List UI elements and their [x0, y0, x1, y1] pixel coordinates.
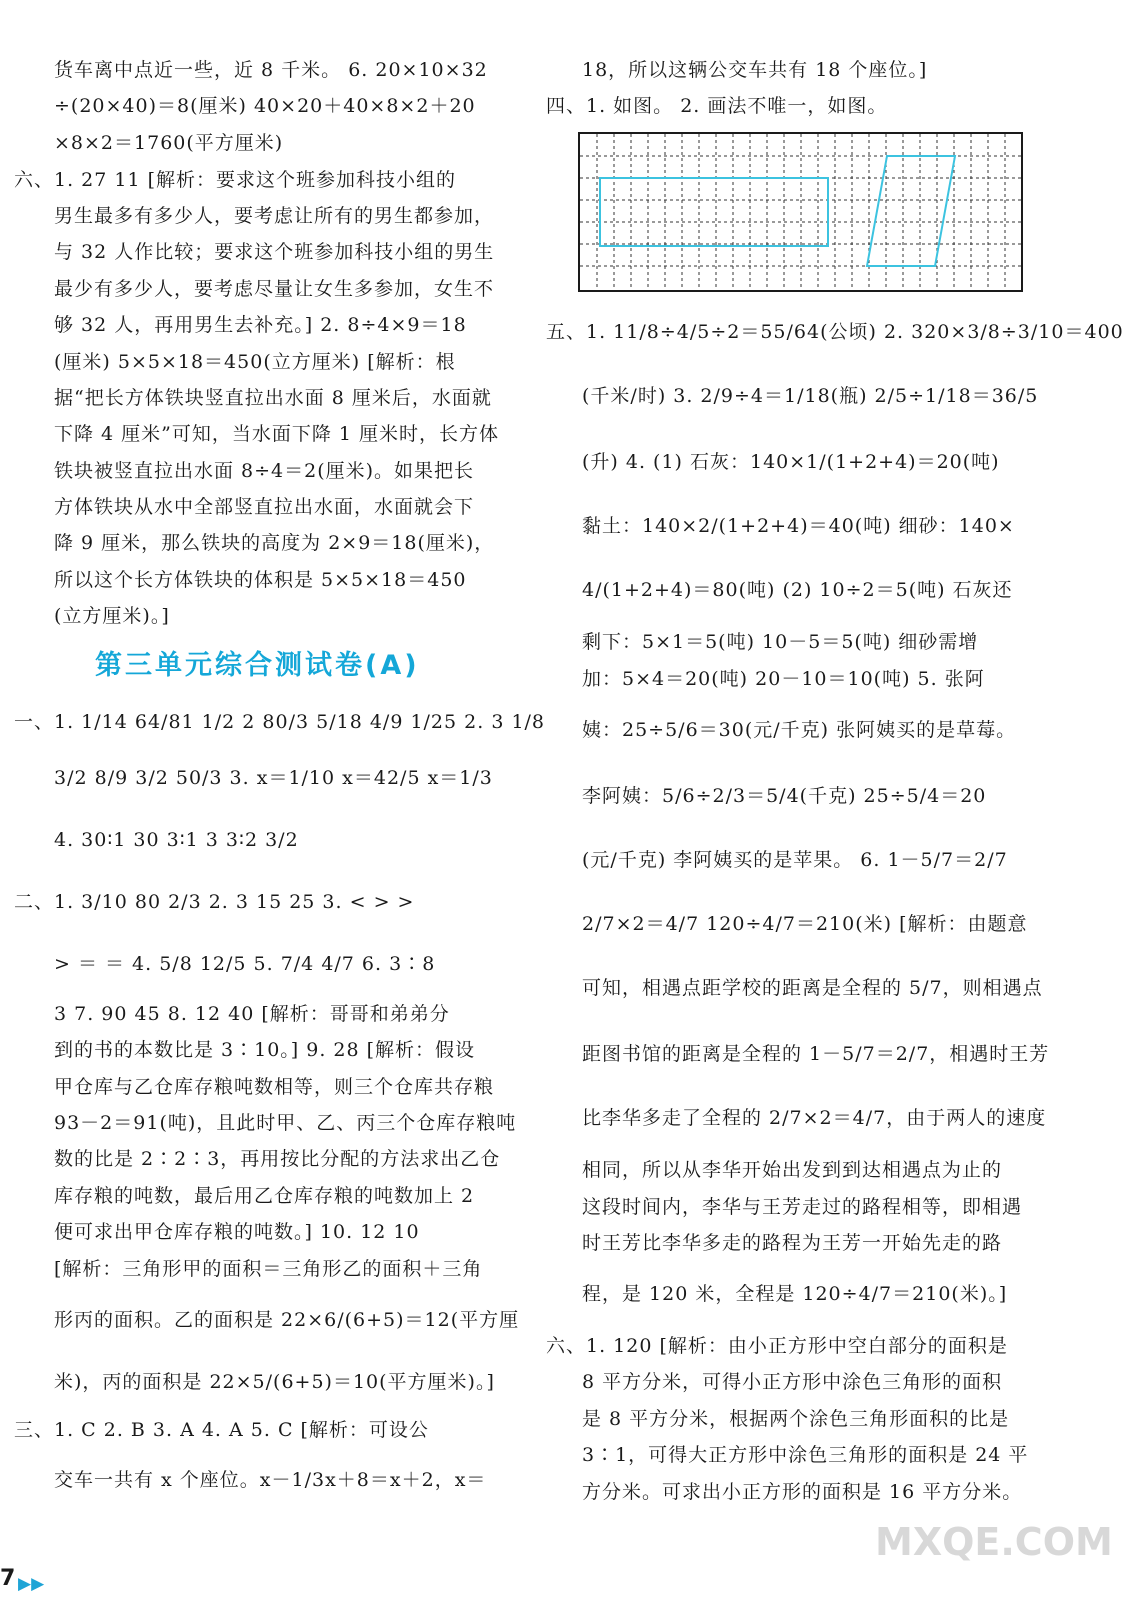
text-line: 程，是 120 米，全程是 120÷4/7＝210(米)。]: [582, 1283, 1008, 1305]
page-number: 7: [0, 1566, 16, 1591]
text-line: 男生最多有多少人，要考虑让所有的男生都参加，: [54, 205, 495, 227]
text-line: 六、1. 120 [解析：由小正方形中空白部分的面积是: [546, 1335, 1008, 1357]
text-line: (升) 4. (1) 石灰：140×1/(1+2+4)＝20(吨): [582, 451, 1000, 473]
text-line: 4/(1+2+4)＝80(吨) (2) 10÷2＝5(吨) 石灰还: [582, 579, 1013, 601]
text-line: 数的比是 2∶2∶3，再用按比分配的方法求出乙仓: [54, 1148, 501, 1170]
text-line: 方体铁块从水中全部竖直拉出水面，水面就会下: [54, 496, 475, 518]
grid-figure-svg: [580, 134, 1021, 290]
text-line: 库存粮的吨数，最后用乙仓库存粮的吨数加上 2: [54, 1185, 475, 1207]
text-line: 这段时间内，李华与王芳走过的路程相等，即相遇: [582, 1196, 1023, 1218]
text-line: 二、1. 3/10 80 2/3 2. 3 15 25 3. < > >: [14, 891, 415, 913]
text-line: 最少有多少人，要考虑尽量让女生多参加，女生不: [54, 278, 495, 300]
text-line: 2/7×2＝4/7 120÷4/7＝210(米) [解析：由题意: [582, 913, 1028, 935]
text-line: 与 32 人作比较；要求这个班参加科技小组的男生: [54, 241, 495, 263]
text-line: ÷(20×40)＝8(厘米) 40×20＋40×8×2＋20: [54, 95, 476, 117]
text-line: 方分米。可求出小正方形的面积是 16 平方分米。: [582, 1481, 1023, 1503]
text-line: 米)，丙的面积是 22×5/(6+5)＝10(平方厘米)。]: [54, 1371, 495, 1393]
parallelogram-shape: [867, 156, 955, 266]
watermark: MXQE.COM: [875, 1520, 1113, 1564]
text-line: 3∶1，可得大正方形中涂色三角形的面积是 24 平: [582, 1444, 1029, 1466]
text-line: (立方厘米)。]: [54, 605, 170, 627]
text-line: 是 8 平方分米，根据两个涂色三角形面积的比是: [582, 1408, 1010, 1430]
text-line: 便可求出甲仓库存粮的吨数。] 10. 12 10: [54, 1221, 420, 1243]
text-line: 姨：25÷5/6＝30(元/千克) 张阿姨买的是草莓。: [582, 719, 1017, 741]
text-line: (厘米) 5×5×18＝450(立方厘米) [解析：根: [54, 351, 456, 373]
text-line: 一、1. 1/14 64/81 1/2 2 80/3 5/18 4/9 1/25 2. 3 1/8: [14, 711, 546, 733]
text-line: 剩下：5×1＝5(吨) 10－5＝5(吨) 细砂需增: [582, 631, 979, 653]
text-line: 到的书的本数比是 3∶10。] 9. 28 [解析：假设: [54, 1039, 476, 1061]
text-line: 李阿姨：5/6÷2/3＝5/4(千克) 25÷5/4＝20: [582, 785, 987, 807]
text-line: 四、1. 如图。 2. 画法不唯一，如图。: [546, 95, 888, 117]
text-line: 形丙的面积。乙的面积是 22×6/(6+5)＝12(平方厘: [54, 1309, 520, 1331]
text-line: 时王芳比李华多走的路程为王芳一开始先走的路: [582, 1232, 1003, 1254]
text-line: 所以这个长方体铁块的体积是 5×5×18＝450: [54, 569, 467, 591]
text-line: ×8×2＝1760(平方厘米): [54, 132, 284, 154]
text-line: 黏土：140×2/(1+2+4)＝40(吨) 细砂：140×: [582, 515, 1015, 537]
text-line: 五、1. 11/8÷4/5÷2＝55/64(公顷) 2. 320×3/8÷3/10＝400: [546, 321, 1124, 343]
text-line: 降 9 厘米，那么铁块的高度为 2×9＝18(厘米)，: [54, 532, 495, 554]
text-line: 4. 30∶1 30 3∶1 3 3∶2 3/2: [54, 829, 299, 851]
text-line: 3 7. 90 45 8. 12 40 [解析：哥哥和弟弟分: [54, 1003, 450, 1025]
text-line: 六、1. 27 11 [解析：要求这个班参加科技小组的: [14, 169, 457, 191]
text-line: (元/千克) 李阿姨买的是苹果。 6. 1－5/7＝2/7: [582, 849, 1008, 871]
text-line: 93－2＝91(吨)，且此时甲、乙、丙三个仓库存粮吨: [54, 1112, 517, 1134]
text-line: 货车离中点近一些，近 8 千米。 6. 20×10×32: [54, 59, 488, 81]
text-line: 3/2 8/9 3/2 50/3 3. x＝1/10 x＝42/5 x＝1/3: [54, 767, 493, 789]
text-line: 加：5×4＝20(吨) 20－10＝10(吨) 5. 张阿: [582, 668, 985, 690]
rectangle-shape: [600, 178, 828, 246]
text-line: 距图书馆的距离是全程的 1－5/7＝2/7，相遇时王芳: [582, 1043, 1050, 1065]
arrow-icon: ▶▶: [18, 1574, 45, 1594]
text-line: 够 32 人，再用男生去补充。] 2. 8÷4×9＝18: [54, 314, 467, 336]
text-line: 8 平方分米，可得小正方形中涂色三角形的面积: [582, 1371, 1003, 1393]
text-line: 三、1. C 2. B 3. A 4. A 5. C [解析：可设公: [14, 1419, 429, 1441]
text-line: 18，所以这辆公交车共有 18 个座位。]: [582, 59, 928, 81]
text-line: 甲仓库与乙仓库存粮吨数相等，则三个仓库共存粮: [54, 1076, 495, 1098]
text-line: (千米/时) 3. 2/9÷4＝1/18(瓶) 2/5÷1/18＝36/5: [582, 385, 1039, 407]
text-line: 可知，相遇点距学校的距离是全程的 5/7，则相遇点: [582, 977, 1043, 999]
text-line: > ＝ ＝ 4. 5/8 12/5 5. 7/4 4/7 6. 3∶8: [54, 953, 436, 975]
text-line: 据“把长方体铁块竖直拉出水面 8 厘米后，水面就: [54, 387, 492, 409]
text-line: 相同，所以从李华开始出发到到达相遇点为止的: [582, 1159, 1003, 1181]
grid-figure: [578, 132, 1023, 292]
text-line: 下降 4 厘米”可知，当水面下降 1 厘米时，长方体: [54, 423, 500, 445]
text-line: 比李华多走了全程的 2/7×2＝4/7，由于两人的速度: [582, 1107, 1047, 1129]
text-line: 交车一共有 x 个座位。x－1/3x＋8＝x＋2，x＝: [54, 1469, 487, 1491]
section-title: 第三单元综合测试卷(A): [95, 650, 420, 681]
text-line: [解析：三角形甲的面积＝三角形乙的面积＋三角: [54, 1258, 483, 1280]
text-line: 铁块被竖直拉出水面 8÷4＝2(厘米)。如果把长: [54, 460, 475, 482]
